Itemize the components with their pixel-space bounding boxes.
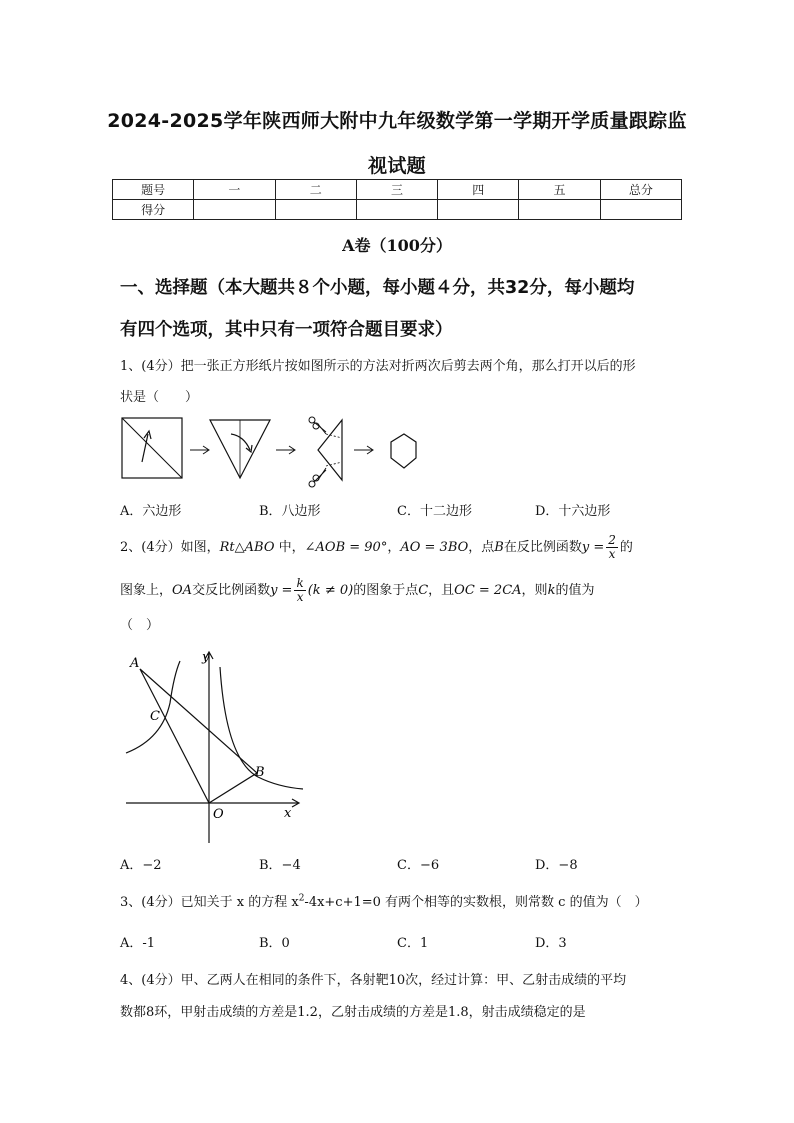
arrow-icon (190, 446, 209, 454)
q2-text-line-1 (120, 534, 633, 561)
q1-option-b[interactable]: B．八边形 (259, 504, 321, 519)
score-cell (438, 200, 519, 220)
q2-text: 的值为 (555, 583, 595, 598)
score-row-label: 得分 (113, 200, 194, 220)
q2-y-equals: y = (581, 540, 605, 555)
q1-folding-figure (118, 412, 438, 494)
q2-angle: ∠AOB = 90° (304, 540, 388, 555)
q2-text-line-3: （ ） (120, 618, 160, 633)
q2-ao-relation: AO = 3BO (400, 540, 469, 555)
q2-option-d[interactable]: D．−8 (535, 858, 578, 873)
q2-option-a[interactable]: A．−2 (120, 858, 162, 873)
label-o: O (213, 807, 224, 822)
q2-segment-oa: OA (172, 583, 193, 598)
folded-triangle-icon (210, 420, 270, 478)
q2-text: 的 (619, 540, 633, 555)
q1-text-line-2: 状是（ ） (120, 390, 199, 405)
q3-superscript: 2 (298, 893, 305, 904)
section-heading-line-1: 一、选择题（本大题共８个小题，每小题４分，共32分，每小题均 (120, 278, 635, 298)
q2-text: 交反比例函数 (192, 583, 271, 598)
q2-point-b: B (494, 540, 504, 555)
q1-option-a[interactable]: A．六边形 (120, 504, 182, 519)
arrow-icon (354, 446, 373, 454)
q2-coordinate-figure (118, 645, 308, 850)
q2-text: ， (387, 540, 401, 555)
q2-triangle: Rt△ABO (219, 540, 275, 555)
q2-k: k (547, 583, 556, 598)
fraction-numerator: 2 (608, 533, 616, 547)
q1-option-d[interactable]: D．十六边形 (535, 504, 611, 519)
q2-text: 在反比例函数 (503, 540, 582, 555)
label-y: y (202, 650, 210, 665)
q2-text: ，点 (468, 540, 495, 555)
score-header-cell: 一 (194, 180, 275, 200)
score-cell (600, 200, 681, 220)
q2-text: ，则 (521, 583, 548, 598)
q2-prefix: 2、(4分）如图， (120, 540, 220, 555)
q3-text-part: 3、(4分）已知关于 x 的方程 x (120, 895, 299, 910)
folded-square-icon (122, 418, 182, 478)
section-heading-line-2: 有四个选项，其中只有一项符合题目要求） (120, 320, 453, 340)
scissors-icon (309, 468, 326, 487)
score-cell (275, 200, 356, 220)
score-cell (519, 200, 600, 220)
q2-point-c: C (418, 583, 429, 598)
score-header-cell: 五 (519, 180, 600, 200)
q3-option-b[interactable]: B．0 (259, 936, 290, 951)
volume-heading: A卷（100分） (342, 236, 452, 255)
label-x: x (284, 806, 292, 821)
q3-option-d[interactable]: D．3 (535, 936, 567, 951)
score-cell (356, 200, 437, 220)
score-header-cell: 四 (438, 180, 519, 200)
triangle-abo (140, 669, 257, 803)
score-cell (194, 200, 275, 220)
q3-text-part: -4x+c+1=0 有两个相等的实数根，则常数 c 的值为（ ） (304, 895, 648, 910)
score-table (112, 179, 682, 220)
score-header-cell: 总分 (600, 180, 681, 200)
arrow-icon (276, 446, 295, 454)
q2-text: 中， (274, 540, 305, 555)
title-line-1: 2024-2025学年陕西师大附中九年级数学第一学期开学质量跟踪监 (107, 110, 687, 132)
score-header-cell: 题号 (113, 180, 194, 200)
q2-k-condition: (k ≠ 0) (307, 583, 354, 598)
q3-option-a[interactable]: A．-1 (120, 936, 156, 951)
score-header-cell: 二 (275, 180, 356, 200)
q2-text: 图象上， (120, 583, 173, 598)
label-a: A (130, 656, 140, 671)
score-table-header-row (113, 180, 682, 200)
label-c: C (150, 709, 160, 724)
q2-fraction-2-over-x (606, 534, 618, 561)
curve-y-k-over-x (126, 661, 180, 753)
q2-option-b[interactable]: B．−4 (259, 858, 301, 873)
q2-text-line-2 (120, 577, 594, 604)
fraction-numerator: k (296, 576, 304, 590)
scissors-icon (309, 417, 326, 434)
q1-text-line-1: 1、(4分）把一张正方形纸片按如图所示的方法对折两次后剪去两个角，那么打开以后的形 (120, 359, 636, 374)
q2-option-c[interactable]: C．−6 (397, 858, 440, 873)
fraction-denominator: x (296, 590, 304, 604)
hexagon-result-icon (391, 434, 416, 468)
q2-text: ，且 (428, 583, 455, 598)
q2-oc-relation: OC = 2CA (454, 583, 522, 598)
title-line-2: 视试题 (368, 155, 426, 177)
q4-text-line-2: 数都8环，甲射击成绩的方差是1.2，乙射击成绩的方差是1.8，射击成绩稳定的是 (120, 1005, 586, 1020)
q4-text-line-1: 4、(4分）甲、乙两人在相同的条件下，各射靶10次，经过计算：甲、乙射击成绩的平均 (120, 973, 627, 988)
score-table-score-row (113, 200, 682, 220)
q2-y-equals: y = (270, 583, 293, 598)
fraction-denominator: x (608, 547, 616, 561)
q2-fraction-k-over-x (294, 577, 305, 604)
q1-option-c[interactable]: C．十二边形 (397, 504, 472, 519)
score-header-cell: 三 (356, 180, 437, 200)
q3-text (120, 891, 648, 910)
q3-option-c[interactable]: C．1 (397, 936, 429, 951)
label-b: B (255, 765, 265, 780)
q2-text: 的图象于点 (353, 583, 419, 598)
